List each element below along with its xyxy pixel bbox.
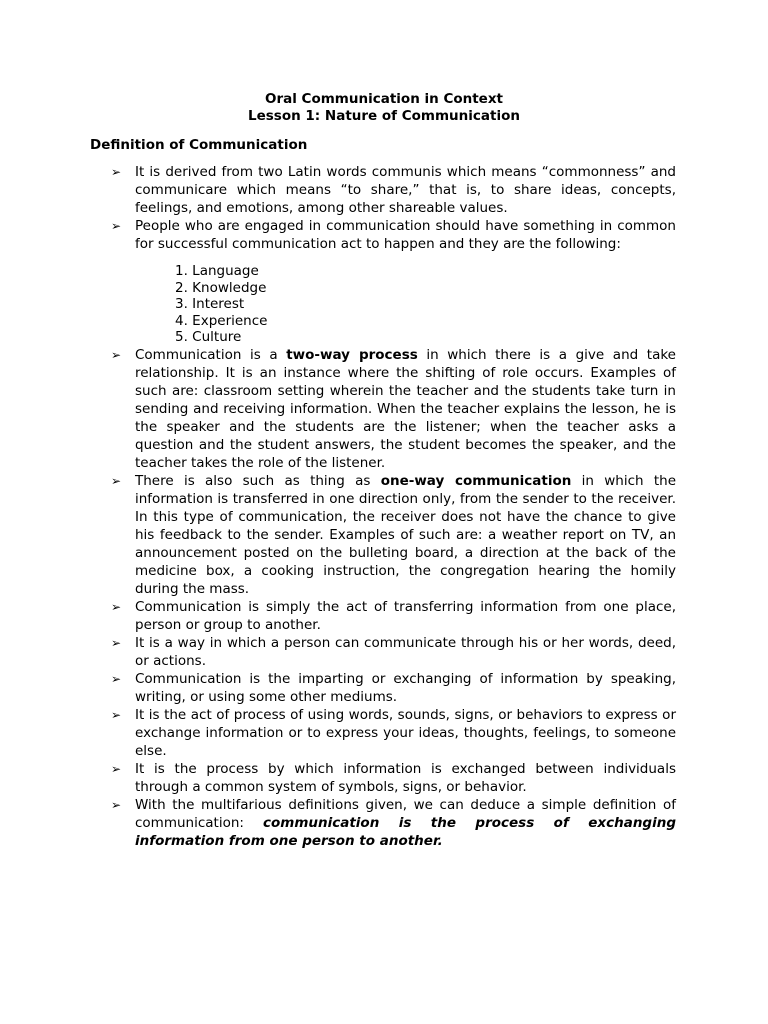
list-item <box>111 346 676 472</box>
arrow-bullet-icon: ➢ <box>111 671 122 686</box>
list-item-text: It is the process by which information is exchanged between individuals through a common system of symbols, signs, or behavior. <box>135 760 676 795</box>
list-item-text: It is the act of process of using words, sounds, signs, or behaviors to express or exchange information or to express your ideas, thoughts, feelings, to someone else. <box>135 706 676 759</box>
sublist-item: 2. Knowledge <box>175 279 267 296</box>
list-item <box>111 217 676 346</box>
sublist-item: 3. Interest <box>175 296 245 312</box>
list-item-text: With the multifarious definitions given, we can deduce a simple definition of communication: <box>135 796 676 831</box>
arrow-bullet-icon: ➢ <box>111 599 122 614</box>
list-item <box>111 472 676 598</box>
arrow-bullet-icon: ➢ <box>111 347 122 362</box>
definition-list <box>0 163 768 850</box>
arrow-bullet-icon: ➢ <box>111 473 122 488</box>
list-item-text: Communication is the imparting or exchanging of information by speaking, writing, or using some other mediums. <box>135 670 676 705</box>
list-item-text: Communication is simply the act of transferring information from one place, person or group to another. <box>135 598 676 633</box>
list-item <box>111 634 676 670</box>
list-item <box>111 706 676 760</box>
section-heading: Definition of Communication <box>90 137 308 153</box>
sublist-item: 4. Experience <box>175 312 268 329</box>
arrow-bullet-icon: ➢ <box>111 635 122 650</box>
document-title: Oral Communication in Context <box>264 91 504 107</box>
arrow-bullet-icon: ➢ <box>111 219 122 233</box>
list-item-text: People who are engaged in communication should have something in common for successful communication act to happen and they are the following: <box>135 218 676 252</box>
emphasis-term: one-way communication <box>380 472 572 489</box>
list-item-text: in which there is a give and take relationship. It is an instance where the shifting of role occurs. Examples of such are: classroom setting wherein the teacher and the students take turn in sending and receiving information. When the teacher explains the lesson, he is the speaker and the students are the listener; when the teacher asks a question and the student answers, the student becomes the speaker, and the teacher takes the role of the listener. <box>135 346 676 471</box>
common-elements-list <box>0 263 676 346</box>
list-item <box>111 796 676 850</box>
arrow-bullet-icon: ➢ <box>111 165 122 179</box>
list-item-text: Communication is a <box>135 346 287 363</box>
list-item-text: It is a way in which a person can communicate through his or her words, deed, or actions. <box>135 634 676 669</box>
list-item-text: in which the information is transferred in one direction only, from the sender to the receiver. In this type of communication, the receiver does not have the chance to give his feedback to the sender. Examples of such are: a weather report on TV, an announcement posted on the bulleting board, a direction at the back of the medicine box, a cooking instruction, the congregation hearing the homily during the mass. <box>135 472 676 597</box>
arrow-bullet-icon: ➢ <box>111 707 122 722</box>
list-item <box>111 598 676 634</box>
lesson-title: Lesson 1: Nature of Communication <box>248 108 520 124</box>
list-item <box>111 760 676 796</box>
sublist-item: 5. Culture <box>175 329 242 345</box>
definition-emphasis: communication is the process of exchanging information from one person to another. <box>135 814 676 849</box>
arrow-bullet-icon: ➢ <box>111 761 122 776</box>
list-item <box>111 163 676 217</box>
list-item-text: There is also such as thing as <box>135 472 381 489</box>
emphasis-term: two-way process <box>286 346 418 363</box>
arrow-bullet-icon: ➢ <box>111 797 122 812</box>
sublist-item: 1. Language <box>175 263 259 279</box>
list-item <box>111 670 676 706</box>
list-item-text: It is derived from two Latin words communis which means “commonness” and communicare which means “to share,” that is, to share ideas, concepts, feelings, and emotions, among other shareable values. <box>135 164 676 216</box>
